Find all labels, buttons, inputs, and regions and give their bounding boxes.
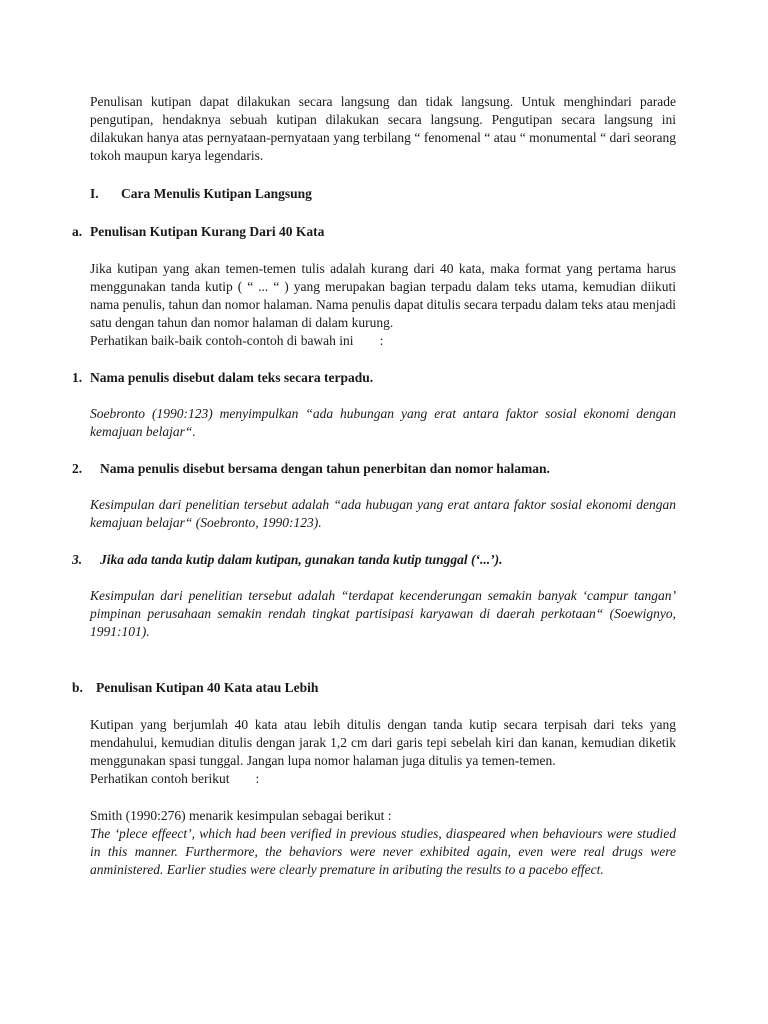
item-title: Nama penulis disebut dalam teks secara terpadu. <box>90 370 374 385</box>
item-heading-3 <box>72 551 676 569</box>
subsection-a-note: Perhatikan baik-baik contoh-contoh di bawah ini : <box>90 333 384 348</box>
subsection-heading-a <box>72 223 676 241</box>
item-number: 3. <box>72 552 83 567</box>
item-1-example: Soebronto (1990:123) menyimpulkan “ada hubungan yang erat antara faktor sosial ekonomi dengan kemajuan belajar“. <box>90 406 676 439</box>
document-body <box>72 93 676 879</box>
item-title: Nama penulis disebut bersama dengan tahun penerbitan dan nomor halaman. <box>100 461 550 476</box>
intro-paragraph: Penulisan kutipan dapat dilakukan secara langsung dan tidak langsung. Untuk menghindari parade pengutipan, hendaknya sebuah kutipan dilakukan secara langsung. Pengutipan secara langsung ini dilakukan hanya atas pernyataan-pernyataan yang terbilang “ fenomenal “ atau “ monumental “ dari seorang tokoh maupun karya legendaris. <box>90 94 676 163</box>
item-number: 2. <box>72 461 83 476</box>
item-3-example: Kesimpulan dari penelitian tersebut adalah “terdapat kecenderungan semakin banyak ‘campur tangan’ pimpinan perusahaan semakin rendah tingkat partisipasi karyawan di daerah perkotaan“ (Soewignyo, 1991:101). <box>90 588 676 639</box>
item-heading-1 <box>72 369 676 387</box>
subsection-title: Penulisan Kutipan 40 Kata atau Lebih <box>96 680 319 695</box>
section-title: Cara Menulis Kutipan Langsung <box>121 186 312 201</box>
subsection-b-example: The ‘plece effeect’, which had been verified in previous studies, diaspeared when behaviours were studied in this manner. Furthermore, the behaviors were never exhibited again, even were real drugs were anministered. Earlier studies were clearly premature in aributing the results to a pacebo effect. <box>90 826 676 877</box>
subsection-letter: b. <box>72 680 83 695</box>
item-heading-2 <box>72 460 676 478</box>
subsection-heading-b <box>72 679 676 697</box>
subsection-b-note: Perhatikan contoh berikut : <box>90 771 260 786</box>
section-number: I. <box>90 186 99 201</box>
subsection-title: Penulisan Kutipan Kurang Dari 40 Kata <box>90 224 325 239</box>
item-title: Jika ada tanda kutip dalam kutipan, gunakan tanda kutip tunggal (‘...’). <box>100 552 503 567</box>
item-number: 1. <box>72 370 83 385</box>
subsection-letter: a. <box>72 224 83 239</box>
subsection-b-body: Kutipan yang berjumlah 40 kata atau lebih ditulis dengan tanda kutip secara terpisah dari teks yang mendahului, kemudian ditulis dengan jarak 1,2 cm dari garis tepi sebelah kiri dan kanan, kemudian diketik menggunakan spasi tunggal. Jangan lupa nomor halaman juga ditulis ya temen-temen. <box>90 717 676 768</box>
subsection-b-example-intro: Smith (1990:276) menarik kesimpulan sebagai berikut : <box>90 808 392 823</box>
item-2-example: Kesimpulan dari penelitian tersebut adalah “ada hubugan yang erat antara faktor sosial ekonomi dengan kemajuan belajar“ (Soebronto, 1990:123). <box>90 497 676 530</box>
section-heading-1 <box>90 185 676 203</box>
subsection-a-body: Jika kutipan yang akan temen-temen tulis adalah kurang dari 40 kata, maka format yang pertama harus menggunakan tanda kutip ( “ ... “ ) yang merupakan bagian terpadu dalam teks utama, kemudian diikuti nama penulis, tahun dan nomor halaman. Nama penulis dapat ditulis secara terpadu dalam teks atau menjadi satu dengan tahun dan nomor halaman di dalam kurung. <box>90 261 676 330</box>
